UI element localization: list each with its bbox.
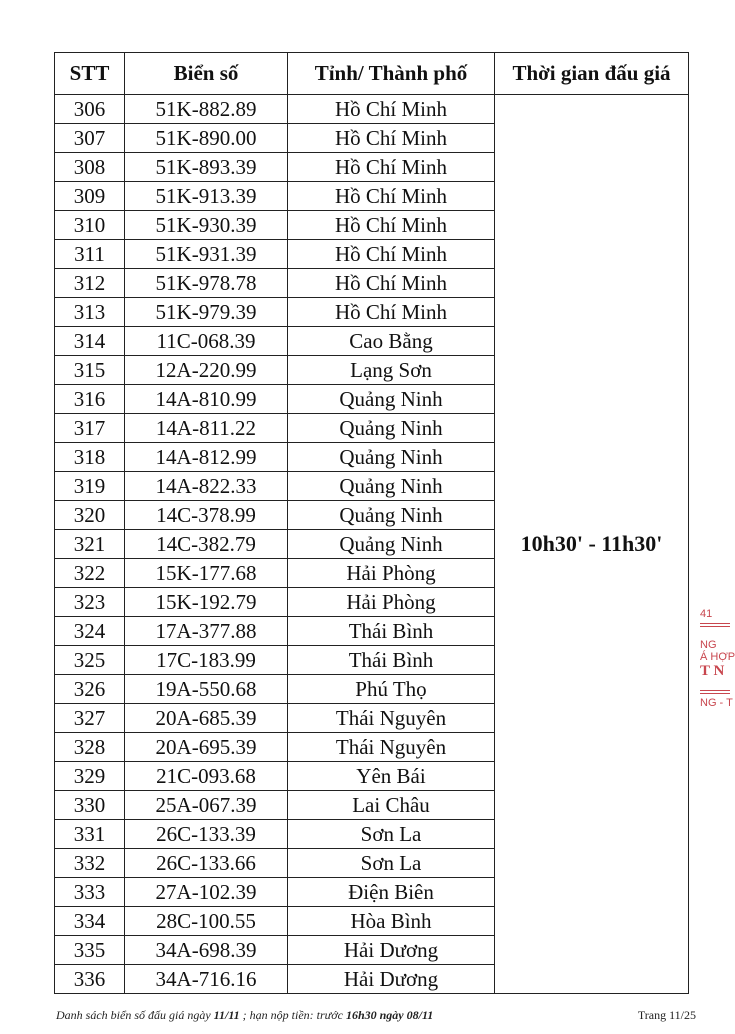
- row-province: Thái Bình: [288, 617, 495, 646]
- row-stt: 333: [55, 878, 125, 907]
- row-province: Quảng Ninh: [288, 414, 495, 443]
- row-plate-number: 20A-695.39: [125, 733, 288, 762]
- row-province: Hải Dương: [288, 936, 495, 965]
- row-stt: 308: [55, 153, 125, 182]
- header-stt: STT: [55, 53, 125, 95]
- footer-note: Danh sách biển số đấu giá ngày 11/11 ; hạn nộp tiền: trước 16h30 ngày 08/11: [56, 1008, 434, 1022]
- footer-auction-date: 11/11: [213, 1008, 240, 1022]
- row-province: Quảng Ninh: [288, 530, 495, 559]
- row-stt: 323: [55, 588, 125, 617]
- row-stt: 324: [55, 617, 125, 646]
- row-plate-number: 51K-882.89: [125, 95, 288, 124]
- row-stt: 311: [55, 240, 125, 269]
- row-plate-number: 14C-382.79: [125, 530, 288, 559]
- row-stt: 331: [55, 820, 125, 849]
- row-plate-number: 17C-183.99: [125, 646, 288, 675]
- row-plate-number: 21C-093.68: [125, 762, 288, 791]
- row-province: Thái Nguyên: [288, 704, 495, 733]
- row-plate-number: 51K-979.39: [125, 298, 288, 327]
- row-province: Hồ Chí Minh: [288, 182, 495, 211]
- row-plate-number: 14A-812.99: [125, 443, 288, 472]
- row-province: Hải Phòng: [288, 588, 495, 617]
- row-stt: 320: [55, 501, 125, 530]
- row-plate-number: 28C-100.55: [125, 907, 288, 936]
- row-stt: 336: [55, 965, 125, 994]
- row-plate-number: 14C-378.99: [125, 501, 288, 530]
- row-plate-number: 12A-220.99: [125, 356, 288, 385]
- row-plate-number: 15K-177.68: [125, 559, 288, 588]
- header-province: Tỉnh/ Thành phố: [288, 53, 495, 95]
- row-province: Hải Dương: [288, 965, 495, 994]
- table-body: [55, 95, 689, 994]
- footer-payment-deadline: 16h30 ngày 08/11: [345, 1008, 434, 1022]
- header-auction-time: Thời gian đấu giá: [495, 53, 689, 95]
- row-stt: 307: [55, 124, 125, 153]
- row-province: Cao Bằng: [288, 327, 495, 356]
- row-province: Thái Bình: [288, 646, 495, 675]
- row-plate-number: 51K-931.39: [125, 240, 288, 269]
- row-province: Sơn La: [288, 849, 495, 878]
- row-plate-number: 25A-067.39: [125, 791, 288, 820]
- row-plate-number: 51K-913.39: [125, 182, 288, 211]
- row-stt: 326: [55, 675, 125, 704]
- row-plate-number: 14A-822.33: [125, 472, 288, 501]
- row-stt: 316: [55, 385, 125, 414]
- row-stt: 319: [55, 472, 125, 501]
- row-plate-number: 20A-685.39: [125, 704, 288, 733]
- row-plate-number: 51K-890.00: [125, 124, 288, 153]
- table-row: [55, 95, 689, 124]
- row-stt: 327: [55, 704, 125, 733]
- row-plate-number: 14A-810.99: [125, 385, 288, 414]
- row-province: Hồ Chí Minh: [288, 269, 495, 298]
- row-province: Hòa Bình: [288, 907, 495, 936]
- row-stt: 325: [55, 646, 125, 675]
- row-province: Phú Thọ: [288, 675, 495, 704]
- row-stt: 313: [55, 298, 125, 327]
- row-plate-number: 14A-811.22: [125, 414, 288, 443]
- row-stt: 312: [55, 269, 125, 298]
- row-stt: 335: [55, 936, 125, 965]
- row-stt: 330: [55, 791, 125, 820]
- auction-time-slot: 10h30' - 11h30': [495, 95, 689, 994]
- row-stt: 306: [55, 95, 125, 124]
- row-province: Hải Phòng: [288, 559, 495, 588]
- row-province: Hồ Chí Minh: [288, 153, 495, 182]
- plate-auction-table: [54, 52, 689, 994]
- row-province: Sơn La: [288, 820, 495, 849]
- row-province: Quảng Ninh: [288, 472, 495, 501]
- row-stt: 315: [55, 356, 125, 385]
- row-plate-number: 34A-716.16: [125, 965, 288, 994]
- row-province: Lai Châu: [288, 791, 495, 820]
- row-province: Thái Nguyên: [288, 733, 495, 762]
- row-stt: 310: [55, 211, 125, 240]
- row-province: Điện Biên: [288, 878, 495, 907]
- row-plate-number: 15K-192.79: [125, 588, 288, 617]
- row-stt: 332: [55, 849, 125, 878]
- row-plate-number: 26C-133.39: [125, 820, 288, 849]
- row-province: Yên Bái: [288, 762, 495, 791]
- row-stt: 328: [55, 733, 125, 762]
- row-plate-number: 51K-978.78: [125, 269, 288, 298]
- row-plate-number: 26C-133.66: [125, 849, 288, 878]
- row-province: Hồ Chí Minh: [288, 124, 495, 153]
- row-province: Hồ Chí Minh: [288, 95, 495, 124]
- row-province: Lạng Sơn: [288, 356, 495, 385]
- row-stt: 317: [55, 414, 125, 443]
- row-stt: 318: [55, 443, 125, 472]
- row-plate-number: 11C-068.39: [125, 327, 288, 356]
- row-province: Quảng Ninh: [288, 385, 495, 414]
- row-stt: 334: [55, 907, 125, 936]
- row-province: Quảng Ninh: [288, 501, 495, 530]
- row-plate-number: 34A-698.39: [125, 936, 288, 965]
- red-seal-stamp: 41 NG Á HỢP T N NG - T: [700, 608, 735, 709]
- row-province: Hồ Chí Minh: [288, 298, 495, 327]
- row-province: Quảng Ninh: [288, 443, 495, 472]
- row-stt: 314: [55, 327, 125, 356]
- row-stt: 329: [55, 762, 125, 791]
- row-stt: 321: [55, 530, 125, 559]
- row-plate-number: 17A-377.88: [125, 617, 288, 646]
- row-province: Hồ Chí Minh: [288, 211, 495, 240]
- row-plate-number: 51K-893.39: [125, 153, 288, 182]
- header-plate-number: Biển số: [125, 53, 288, 95]
- page-number: Trang 11/25: [637, 1008, 696, 1022]
- row-stt: 309: [55, 182, 125, 211]
- row-plate-number: 27A-102.39: [125, 878, 288, 907]
- table-header-row: [55, 53, 689, 95]
- row-stt: 322: [55, 559, 125, 588]
- row-plate-number: 51K-930.39: [125, 211, 288, 240]
- row-plate-number: 19A-550.68: [125, 675, 288, 704]
- row-province: Hồ Chí Minh: [288, 240, 495, 269]
